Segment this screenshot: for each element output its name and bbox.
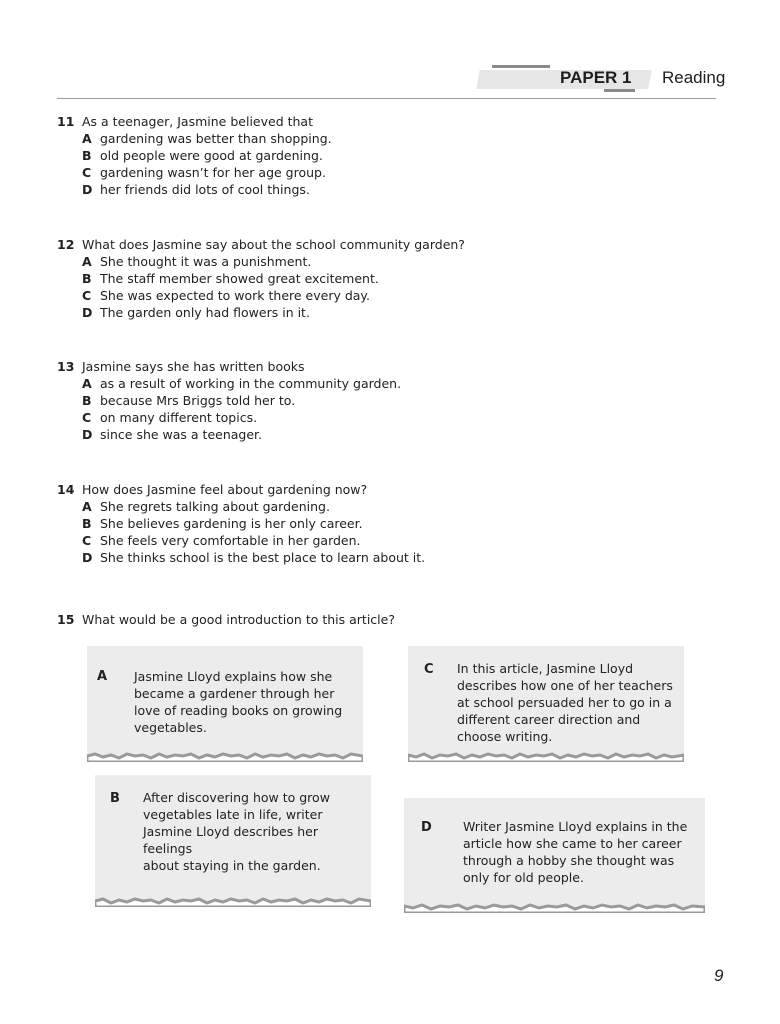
option-list [82,253,465,321]
question-number: 11 [57,114,75,129]
question-14 [57,481,425,566]
question-12 [57,236,465,321]
card-text: Jasmine Lloyd explains how she became a gardener through her love of reading books on growing vegetables. [134,669,343,735]
question-15 [57,611,395,628]
card-text: In this article, Jasmine Lloyd describes how one of her teachers at school persuaded her to go in a different career direction and choose writing. [457,661,673,744]
option-list [82,130,332,198]
header-accent-bar [492,65,550,68]
answer-card-b[interactable] [95,775,371,903]
question-13 [57,358,401,443]
option-d[interactable]: D The garden only had flowers in it. [82,305,310,320]
answer-card-d[interactable] [404,798,705,909]
option-b[interactable]: B She believes gardening is her only career. [82,516,363,531]
paper-label: PAPER 1 [560,68,632,87]
card-letter: B [110,791,120,806]
question-stem: What does Jasmine say about the school community garden? [82,237,465,252]
option-a[interactable]: A gardening was better than shopping. [82,131,332,146]
option-a[interactable]: A as a result of working in the community garden. [82,376,402,391]
option-a[interactable]: A She thought it was a punishment. [82,254,312,269]
question-11 [57,113,332,198]
torn-edge [87,750,363,762]
question-stem: As a teenager, Jasmine believed that [82,114,313,129]
page-header [0,0,780,100]
question-stem: Jasmine says she has written books [82,359,305,374]
option-b[interactable]: B The staff member showed great excitement. [82,271,379,286]
torn-edge [408,750,684,762]
option-list [82,498,425,566]
question-number: 13 [57,359,75,374]
question-number: 12 [57,237,75,252]
option-c[interactable]: C She feels very comfortable in her garden. [82,533,361,548]
torn-edge [404,901,705,913]
page-number: 9 [714,966,724,985]
option-b[interactable]: B because Mrs Briggs told her to. [82,393,296,408]
section-label: Reading [662,68,726,87]
card-letter: C [424,662,434,677]
option-b[interactable]: B old people were good at gardening. [82,148,323,163]
option-d[interactable]: D She thinks school is the best place to learn about it. [82,550,426,565]
header-accent-bar [604,89,635,92]
card-letter: D [421,820,432,835]
option-d[interactable]: D since she was a teenager. [82,427,262,442]
card-text: After discovering how to grow vegetables late in life, writer Jasmine Lloyd describes her feelings about staying in the garden. [143,790,330,873]
answer-card-c[interactable] [408,646,684,758]
option-a[interactable]: A She regrets talking about gardening. [82,499,330,514]
header-divider [57,98,716,99]
question-number: 14 [57,482,75,497]
option-c[interactable]: C on many different topics. [82,410,258,425]
option-list [82,375,401,443]
option-c[interactable]: C gardening wasn’t for her age group. [82,165,326,180]
card-text: Writer Jasmine Lloyd explains in the article how she came to her career through a hobby she thought was only for old people. [463,819,688,885]
answer-card-a[interactable] [87,646,363,758]
card-letter: A [97,669,108,684]
option-d[interactable]: D her friends did lots of cool things. [82,182,310,197]
question-number: 15 [57,612,75,627]
option-c[interactable]: C She was expected to work there every day. [82,288,371,303]
question-stem: What would be a good introduction to this article? [82,612,395,627]
torn-edge [95,895,371,907]
question-stem: How does Jasmine feel about gardening now? [82,482,368,497]
